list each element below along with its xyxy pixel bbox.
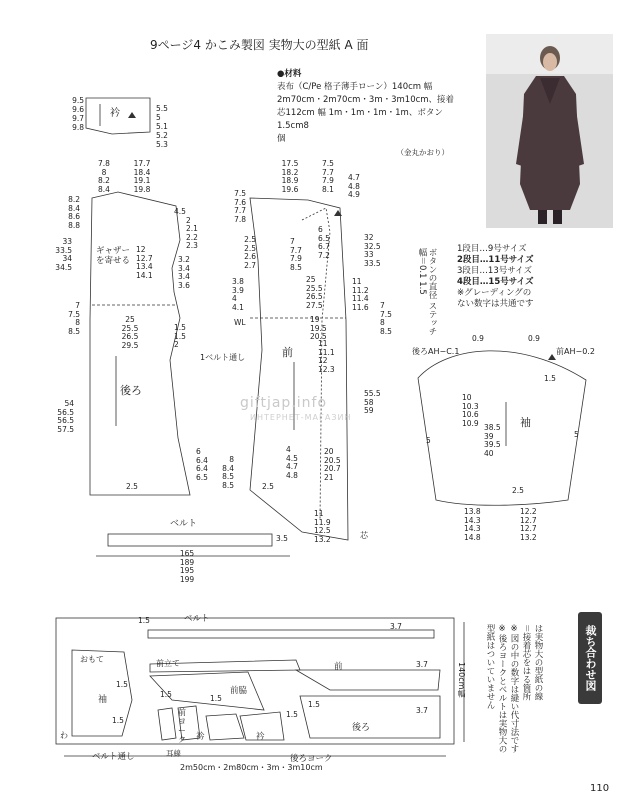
layout-note-line: ※図の中の数字は縫い代寸法です (509, 624, 519, 753)
layout-dim: 1.5 (160, 690, 172, 699)
back-waist-nums: 25 25.5 26.5 29.5 (121, 315, 139, 350)
back-hem-right: 6 6.4 6.4 6.5 (196, 447, 208, 482)
sleeve-label: 袖 (520, 416, 531, 429)
layout-collar-a (206, 714, 244, 740)
sleeve-piece (418, 351, 586, 505)
watermark: giftjap.info (240, 395, 328, 411)
layout-omote-label: おもて (80, 655, 104, 664)
layout-dim: 1.5 (286, 710, 298, 719)
front-top-nums: 17.5 18.2 18.9 19.6 (281, 159, 299, 194)
sleeve-back-ah: 後ろAH−C.1 (412, 347, 460, 356)
size-legend-line: 4段目…15号サイズ (457, 277, 534, 287)
sleeve-bottom-num: 2.5 (512, 486, 524, 495)
layout-dim: 1.5 (112, 716, 124, 725)
sleeve-top-num: 0.9 (528, 334, 540, 343)
layout-belt-loop (158, 708, 176, 740)
front-hem-bottom: 11 11.9 12.5 13.2 (314, 509, 331, 544)
belt-length-nums: 165 189 195 199 (179, 549, 195, 584)
size-legend-line: ※グレーディングの (457, 288, 532, 298)
layout-belt (148, 630, 434, 638)
sleeve-side-left: 5 (426, 436, 431, 445)
sleeve-top-num: 0.9 (472, 334, 484, 343)
belt-end-num: 3.5 (276, 534, 288, 543)
layout-back-yoke-label: 後ろヨーク (290, 754, 333, 764)
back-top-nums: 7.8 8 8.2 8.4 (98, 159, 110, 194)
front-bottom-num: 2.5 (262, 482, 274, 491)
materials-line: 2m70cm・2m70cm・3m・3m10cm、接着 (277, 95, 455, 105)
layout-front-yoke-label: 前ヨーク (178, 708, 186, 744)
back-arm-nums: 12 12.7 13.4 14.1 (136, 245, 153, 280)
layout-dim: 1.5 (138, 616, 150, 625)
layout-fabric-width: 140cm幅 (457, 662, 466, 698)
front-arm-left-2: 3.8 3.9 4 4.1 (232, 277, 244, 312)
front-left-nums: 7.5 7.6 7.7 7.8 (234, 189, 246, 224)
layout-front (296, 670, 440, 690)
back-top-nums-2: 17.7 18.4 19.1 19.8 (133, 159, 151, 194)
materials-line: 個 (277, 134, 286, 144)
layout-total-length: 2m50cm・2m80cm・3m・3m10cm (180, 763, 323, 772)
back-side-left: 7 7.5 8 8.5 (68, 301, 80, 336)
back-left-nums-2: 33 33.5 34 34.5 (55, 237, 72, 272)
sleeve-bottom-left: 13.8 14.3 14.3 14.8 (464, 507, 481, 542)
materials-line: 芯112cm 幅 1m・1m・1m・1m、ボタン 1.5cm8 (277, 108, 443, 131)
layout-beltloop-label: ベルト通し (92, 752, 135, 762)
sleeve-marker (548, 354, 556, 360)
front-right-nums: 32 32.5 33 33.5 (364, 233, 381, 268)
layout-mae-label: 前 (334, 662, 343, 672)
back-gather-note: ギャザーを寄せる (96, 246, 131, 266)
page-number: 110 (590, 783, 610, 794)
layout-back-label: 後ろ (352, 723, 371, 733)
back-arm-nums-2: 3.2 3.4 3.4 3.6 (178, 255, 190, 290)
belt-label: ベルト (170, 519, 198, 529)
layout-maewaki-label: 前脇 (230, 686, 248, 696)
layout-dim: 1.5 (308, 700, 320, 709)
back-waist-right: 1.5 1.5 2 (174, 323, 186, 349)
front-hem-right: 55.5 58 59 (364, 389, 381, 415)
sleeve-center-nums: 38.5 39 39.5 40 (484, 423, 501, 458)
front-mid-nums: 6 6.5 6.7 7.2 (318, 225, 330, 260)
layout-title: 裁ち合わせ図 (578, 612, 602, 704)
front-side-right: 7 7.5 8 8.5 (380, 301, 392, 336)
size-legend-line: 2段目…11号サイズ (457, 255, 534, 265)
layout-note-line: 型紙はついていません (485, 624, 495, 709)
belt-piece (108, 534, 272, 546)
layout-dim: 3.7 (390, 622, 402, 631)
layout-note-line: ※後ろヨークとベルトは実物大の (497, 624, 507, 753)
sleeve-top-num: 1.5 (544, 374, 556, 383)
collar-marker (128, 112, 136, 118)
size-legend-line: ない数字は共通です (457, 299, 534, 309)
front-inner-nums-4: 11 11.1 12 12.3 (318, 339, 335, 374)
layout-note-line: は実物大の型紙の線 (533, 624, 543, 701)
layout-note-line: ＝接着芯をはる箇所 (521, 624, 531, 701)
front-top-nums-3: 4.7 4.8 4.9 (348, 173, 360, 199)
layout-collar-label-2: 衿 (256, 732, 265, 742)
sleeve-left-nums: 10 10.3 10.6 10.9 (462, 393, 479, 428)
collar-right-nums: 5.5 5 5.1 5.2 5.3 (156, 104, 168, 149)
layout-selvage-label: 耳線 (166, 749, 181, 758)
layout-maetate-label: 前立て (156, 659, 180, 668)
back-belt-loop-note: 1ベルト通し (200, 353, 246, 362)
back-shoulder-nums: 4.5 2 2.1 2.2 2.3 (174, 207, 198, 250)
collar-label: 衿 (110, 108, 120, 119)
front-wl-label: WL (234, 318, 246, 327)
front-inner-nums: 25 25.5 26.5 27.5 (306, 275, 323, 310)
button-note: ボタンの直径 ステッチ幅＝0.1 1.5 (417, 248, 437, 336)
layout-dim: 3.7 (416, 706, 428, 715)
front-inner-nums-3: 19 19.5 20.5 (310, 315, 327, 341)
materials-line: 表布（C/Pe 格子薄手ローン）140cm 幅 (277, 82, 433, 92)
front-label: 前 (282, 346, 293, 359)
collar-left-nums: 9.5 9.6 9.7 9.8 (72, 96, 84, 132)
layout-dim: 1.5 (210, 694, 222, 703)
watermark-sub: ИНТЕРНЕТ-МАГАЗИН (250, 413, 352, 422)
front-arm-left: 2.5 2.5 2.6 2.7 (244, 235, 256, 270)
front-interfacing-label: 芯 (360, 531, 368, 540)
back-bottom-num: 2.5 (126, 482, 138, 491)
layout-sleeve-label: 袖 (98, 695, 108, 705)
materials-supplier: （金丸かおり） (396, 148, 449, 157)
sleeve-bottom-right: 12.2 12.7 12.7 13.2 (520, 507, 537, 542)
layout-belt-label: ベルト (184, 614, 210, 624)
layout-dim: 3.7 (416, 660, 428, 669)
front-lower-nums: 4 4.5 4.7 4.8 (286, 445, 298, 480)
front-marker (334, 210, 342, 216)
front-hem-left: 8 8.4 8.5 8.5 (222, 455, 234, 490)
layout-notes (484, 624, 544, 769)
sleeve-front-ah: 前AH−0.2 (556, 347, 595, 356)
materials-heading: ●材料 (277, 69, 302, 79)
front-mid-nums-2: 7 7.7 7.9 8.5 (290, 237, 302, 272)
front-inner-nums-2: 11 11.2 11.4 11.6 (352, 277, 369, 312)
sleeve-side-right: 5 (574, 430, 579, 439)
back-left-nums: 8.2 8.4 8.6 8.8 (68, 195, 80, 230)
size-legend-line: 3段目…13号サイズ (457, 266, 533, 276)
back-label: 後ろ (120, 384, 142, 397)
layout-dim: 1.5 (116, 680, 128, 689)
size-legend-line: 1段目…9号サイズ (457, 244, 527, 254)
page-title: 9ページ4 かこみ製図 実物大の型紙 A 面 (150, 38, 369, 52)
front-lower-nums-2: 20 20.5 20.7 21 (324, 447, 341, 482)
layout-fold-label: わ (60, 731, 68, 740)
front-top-nums-2: 7.5 7.7 7.9 8.1 (322, 159, 334, 194)
back-hem-left: 54 56.5 56.5 57.5 (57, 399, 74, 434)
layout-collar-label: 衿 (196, 732, 205, 742)
